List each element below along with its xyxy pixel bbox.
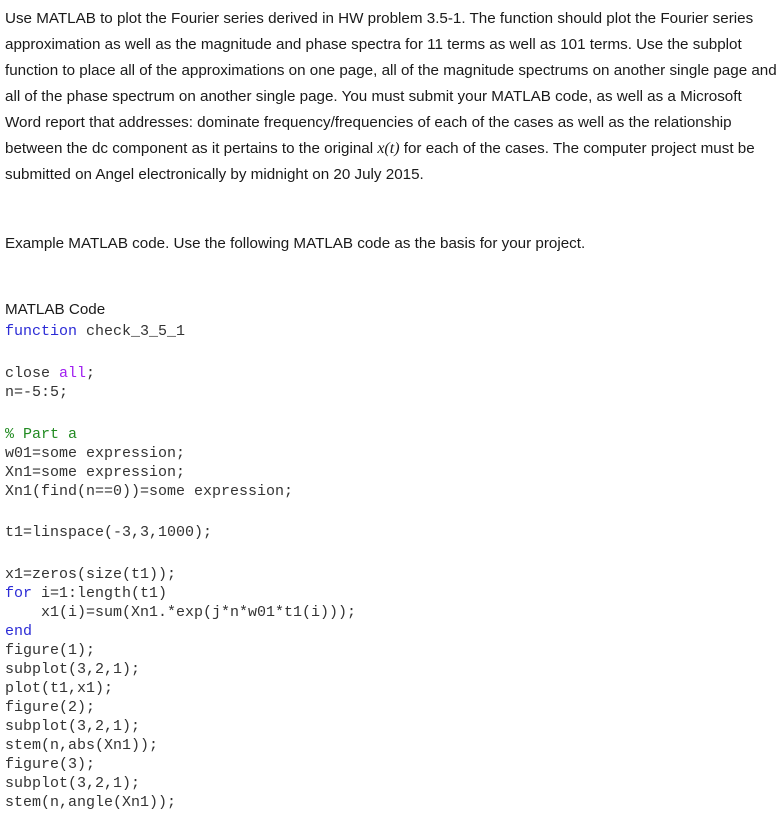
code-text: ; [86,365,96,382]
assignment-text-part1: Use MATLAB to plot the Fourier series derived in HW problem 3.5-1. The function should plot the Fourier series approximation as well as the magnitude and phase spectra for 11 terms as well as 101 terms. Use the subplot function to place all of the approximations on one page, all of the magnitude spectrums on another single page and all of the phase spectrum on another single page. You must submit your MATLAB code, as well as a Microsoft Word report that addresses: dominate frequency/frequencies of each of the cases as well as the relationship between the dc component as it pertains to the original [5,10,777,157]
code-line: t1=linspace(-3,3,1000); [5,524,213,541]
code-text: check_3_5_1 [77,323,186,340]
code-line: n=-5:5; [5,384,69,401]
code-keyword: for [5,585,33,602]
code-line: subplot(3,2,1); [5,718,141,735]
code-text: close [5,365,60,382]
code-line: figure(1); [5,642,96,659]
example-intro-text: Example MATLAB code. Use the following MATLAB code as the basis for your project. [5,235,586,252]
code-line-for [5,584,167,603]
code-line: plot(t1,x1); [5,680,114,697]
assignment-paragraph [5,6,777,188]
code-heading: MATLAB Code [5,301,106,318]
code-line: subplot(3,2,1); [5,775,141,792]
assignment-text-part2: for each of the cases. The computer project must be submitted on Angel electronically by midnight on 20 July 2015. [5,140,755,183]
code-line: stem(n,angle(Xn1)); [5,794,177,811]
code-keyword-end: end [5,623,33,640]
code-line: Xn1=some expression; [5,464,186,481]
code-line: x1=zeros(size(t1)); [5,566,177,583]
code-line: subplot(3,2,1); [5,661,141,678]
code-line: w01=some expression; [5,445,186,462]
code-line: figure(3); [5,756,96,773]
code-keyword: function [5,323,78,340]
code-line: stem(n,abs(Xn1)); [5,737,159,754]
code-line: Xn1(find(n==0))=some expression; [5,483,294,500]
code-text: i=1:length(t1) [32,585,168,602]
code-line: figure(2); [5,699,96,716]
math-x-of-t: x(t) [377,140,400,157]
code-line: x1(i)=sum(Xn1.*exp(j*n*w01*t1(i))); [5,604,357,621]
code-comment: % Part a [5,426,78,443]
code-line-function [5,322,185,341]
code-line-close-all [5,364,95,383]
code-string: all [59,365,87,382]
